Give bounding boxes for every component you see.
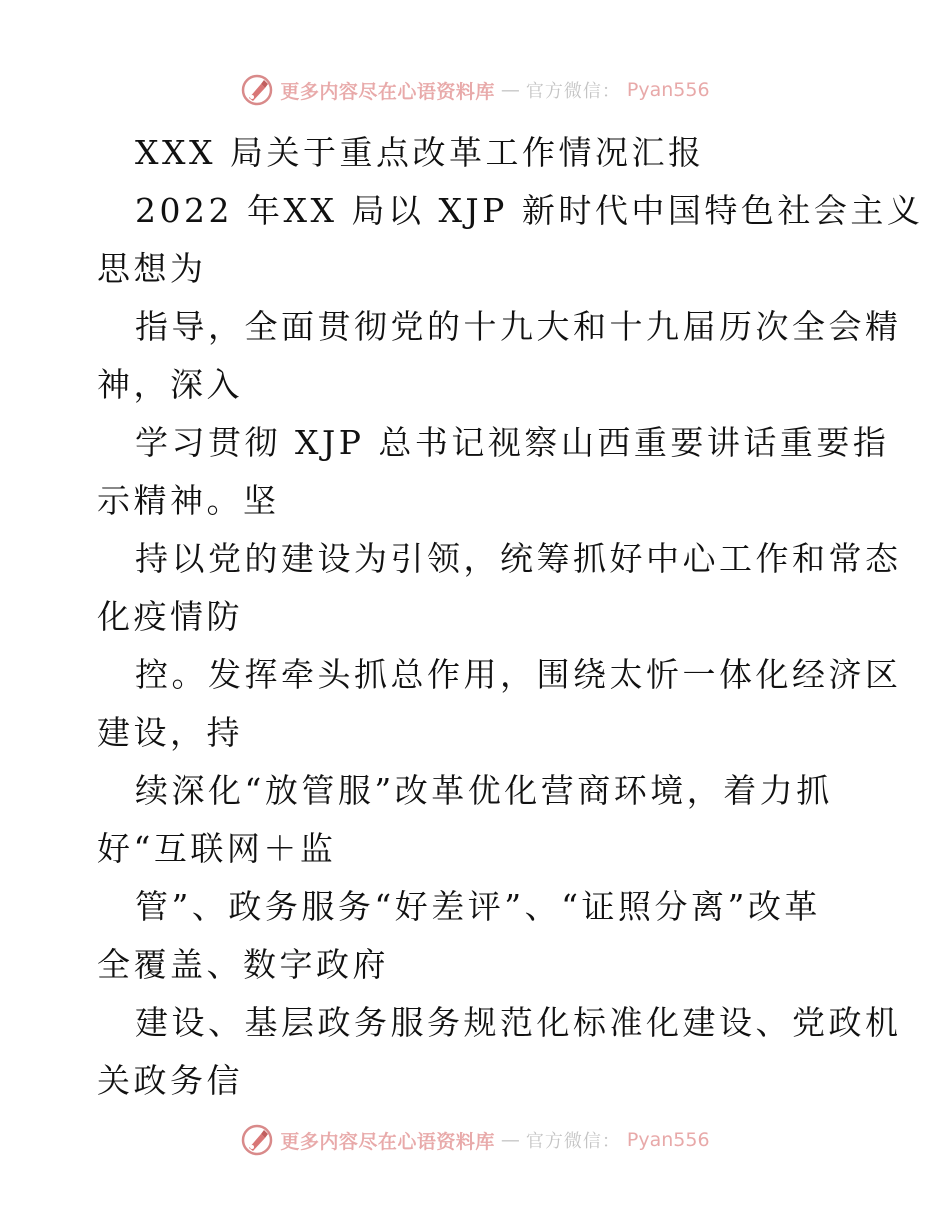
document-line: 控。发挥牵头抓总作用，围绕太忻一体化经济区 <box>135 655 902 694</box>
watermark-label: 官方微信： <box>525 1131 621 1152</box>
document-line: XXX 局关于重点改革工作情况汇报 <box>135 133 705 172</box>
document-line: 关政务信 <box>97 1061 243 1100</box>
pen-logo-icon <box>240 1123 274 1157</box>
header-watermark <box>0 70 950 110</box>
document-line: 化疫情防 <box>97 597 243 636</box>
watermark-label: 官方微信： <box>525 81 621 102</box>
document-line: 2022 年XX 局以 XJP 新时代中国特色社会主义 <box>135 191 924 230</box>
document-line: 持以党的建设为引领，统筹抓好中心工作和常态 <box>135 539 902 578</box>
pen-logo-icon <box>240 73 274 107</box>
document-line: 学习贯彻 XJP 总书记视察山西重要讲话重要指 <box>135 423 890 462</box>
watermark-separator: — <box>500 79 520 101</box>
document-line: 神，深入 <box>97 365 243 404</box>
watermark-wechat-id: Pyan556 <box>626 1129 710 1151</box>
document-line: 管”、政务服务“好差评”、“证照分离”改革 <box>135 887 821 926</box>
document-line: 思想为 <box>97 249 207 288</box>
document-line: 指导，全面贯彻党的十九大和十九届历次全会精 <box>135 307 902 346</box>
watermark-text: 更多内容尽在心语资料库 <box>280 1130 495 1153</box>
document-body <box>97 124 924 1110</box>
document-line: 续深化“放管服”改革优化营商环境，着力抓 <box>135 771 833 810</box>
document-line: 示精神。坚 <box>97 481 280 520</box>
document-line: 全覆盖、数字政府 <box>97 945 389 984</box>
document-line: 建设，持 <box>97 713 243 752</box>
footer-watermark <box>0 1120 950 1160</box>
document-line: 好“互联网＋监 <box>97 829 337 868</box>
watermark-wechat-id: Pyan556 <box>626 79 710 101</box>
document-line: 建设、基层政务服务规范化标准化建设、党政机 <box>135 1003 902 1042</box>
watermark-separator: — <box>500 1129 520 1151</box>
watermark-text: 更多内容尽在心语资料库 <box>280 80 495 103</box>
